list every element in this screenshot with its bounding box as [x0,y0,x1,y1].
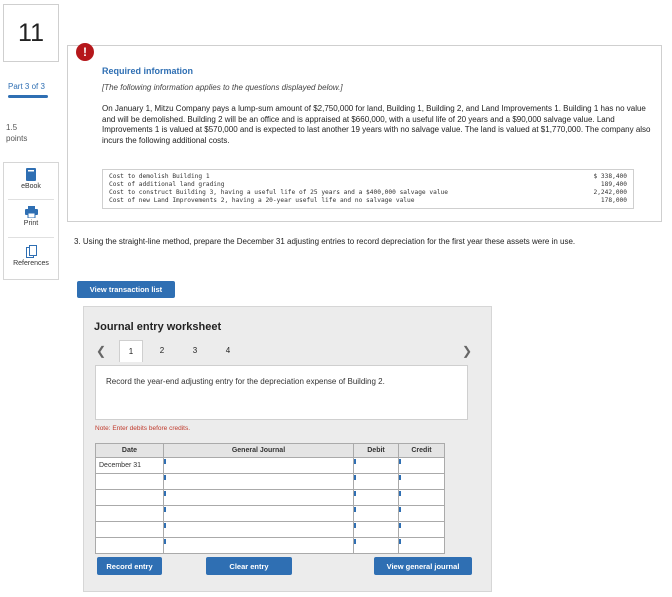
credit-header: Credit [399,444,445,458]
page-tab-2[interactable]: 2 [159,346,165,355]
table-row [96,522,445,538]
references-button[interactable] [3,245,59,267]
account-input[interactable] [164,522,354,538]
cost-row: Cost of additional land grading 189,400 [109,181,627,188]
table-row [96,458,445,474]
account-input[interactable] [164,474,354,490]
ebook-label: eBook [21,183,41,190]
table-row [96,506,445,522]
problem-paragraph: On January 1, Mitzu Company pays a lump-sum amount of $2,750,000 for land, Building 1, Building 2, and Land Improvements 1. Building 1 has no value and will be demolished. Building 2 will be an office and is appraised at $660,000, with a useful life of 20 years and a $90,000 salvage value. Land Improvements 1 is valued at $570,000 and is expected to last another 19 years with no salvage value. The land is valued at $1,770,000. The company also incurs the following additional costs. [102,104,651,145]
part-progress-bar [8,95,48,98]
cost-row: Cost to construct Building 3, having a useful life of 25 years and a $400,000 salvage value 2,242,000 [109,189,627,196]
date-cell [96,490,164,506]
account-input[interactable] [164,458,354,474]
print-button[interactable] [3,206,59,227]
view-transaction-list-button[interactable]: View transaction list [77,281,175,298]
references-label: References [13,260,49,267]
cost-table [102,169,634,209]
printer-icon [25,206,38,218]
rail-divider [8,237,54,238]
clear-entry-button[interactable]: Clear entry [206,557,292,575]
question-number: 11 [3,4,59,62]
rail-divider [8,199,54,200]
credit-input[interactable] [399,490,445,506]
debit-input[interactable] [354,522,399,538]
page-tab-4[interactable]: 4 [225,346,231,355]
book-icon [25,168,37,181]
cost-row: Cost to demolish Building 1 $ 338,400 [109,173,627,180]
journal-table [95,443,445,554]
date-header: Date [96,444,164,458]
date-cell [96,522,164,538]
date-cell[interactable]: December 31 [96,458,164,474]
references-icon [26,245,37,258]
journal-header: General Journal [164,444,354,458]
part-indicator: Part 3 of 3 [8,82,45,91]
account-input[interactable] [164,506,354,522]
table-header [96,444,445,458]
view-general-journal-button[interactable]: View general journal [374,557,472,575]
debit-input[interactable] [354,538,399,554]
table-row [96,474,445,490]
table-row [96,538,445,554]
debit-input[interactable] [354,506,399,522]
debit-credit-note: Note: Enter debits before credits. [95,425,191,432]
points-label: points [6,134,28,143]
debit-input[interactable] [354,458,399,474]
date-cell [96,506,164,522]
print-label: Print [23,220,39,227]
worksheet-title: Journal entry worksheet [94,321,222,333]
account-input[interactable] [164,490,354,506]
debit-header: Debit [354,444,399,458]
part3-question: 3. Using the straight-line method, prepare the December 31 adjusting entries to record depreciation for the first year these assets were in use. [74,237,576,246]
page-tab-1[interactable]: 1 [119,340,143,362]
page-tab-3[interactable]: 3 [192,346,198,355]
entry-instruction: Record the year-end adjusting entry for the depreciation expense of Building 2. [95,365,468,420]
chevron-left-icon[interactable]: ❮ [96,344,107,358]
credit-input[interactable] [399,538,445,554]
table-row [96,490,445,506]
date-cell [96,474,164,490]
cost-row: Cost of new Land Improvements 2, having a 20-year useful life and no salvage value 178,000 [109,197,627,204]
debit-input[interactable] [354,474,399,490]
required-info-heading: Required information [102,66,194,76]
record-entry-button[interactable]: Record entry [97,557,162,575]
alert-icon: ! [76,43,94,61]
debit-input[interactable] [354,490,399,506]
credit-input[interactable] [399,522,445,538]
credit-input[interactable] [399,474,445,490]
credit-input[interactable] [399,458,445,474]
points-value: 1.5 [6,123,18,132]
account-input[interactable] [164,538,354,554]
info-note: [The following information applies to the questions displayed below.] [102,83,343,92]
credit-input[interactable] [399,506,445,522]
date-cell [96,538,164,554]
points [6,122,27,144]
chevron-right-icon[interactable]: ❯ [462,344,473,358]
ebook-button[interactable] [3,168,59,190]
